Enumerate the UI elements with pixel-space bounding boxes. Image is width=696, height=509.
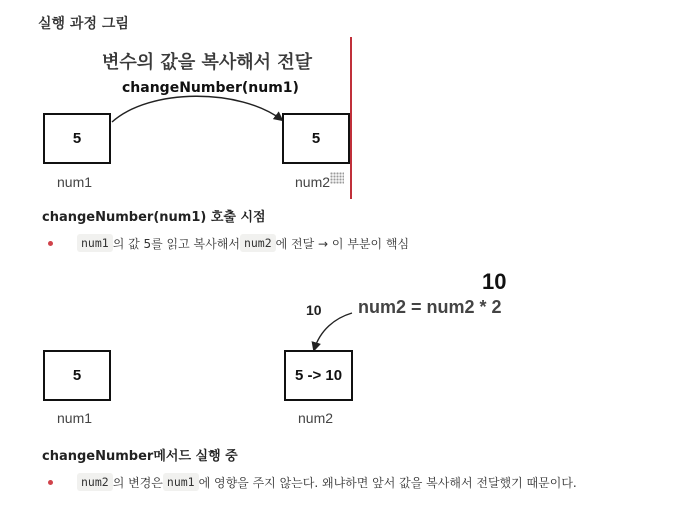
bullet-item [48,234,409,252]
result-value: 10 [482,269,507,294]
bullet-text: 의 값 5를 읽고 복사해서 [112,236,240,251]
bullet-dot-icon [48,480,53,485]
num2-value: 5 [311,130,321,147]
num1-value: 5 [72,367,82,384]
page-title: 실행 과정 그림 [38,16,129,32]
num2-box [284,350,353,401]
num1-box [43,113,111,164]
num1-box [43,350,111,401]
num1-value: 5 [72,130,82,147]
diagram-caption: 변수의 값을 복사해서 전달 [102,52,313,73]
bullet-dot-icon [48,241,53,246]
num2-label: num2 [295,174,331,190]
bullet-text: 에 영향을 주지 않는다. 왜냐하면 앞서 값을 복사해서 전달했기 때문이다. [198,475,577,490]
num2-box [282,113,350,164]
bullet-item [48,473,577,491]
inline-code: num1 [163,473,199,491]
inline-code: num1 [77,234,113,252]
assignment-expression: num2 = num2 * 2 [358,297,502,317]
arrow-value-label: 10 [306,302,322,318]
red-divider [350,37,352,199]
method-call-label: changeNumber(num1) [122,80,299,96]
section-heading-call: changeNumber(num1) 호출 시점 [42,210,266,225]
resize-handle-icon[interactable] [330,172,344,184]
inline-code: num2 [77,473,113,491]
num1-label: num1 [57,174,93,190]
section-heading-execution: changeNumber메서드 실행 중 [42,449,238,464]
bullet-text: 의 변경은 [112,475,163,490]
num2-value: 5 -> 10 [294,367,343,384]
bullet-text: 에 전달 → 이 부분이 핵심 [275,236,410,251]
inline-code: num2 [240,234,276,252]
num1-label: num1 [57,410,93,426]
num2-label: num2 [298,410,334,426]
